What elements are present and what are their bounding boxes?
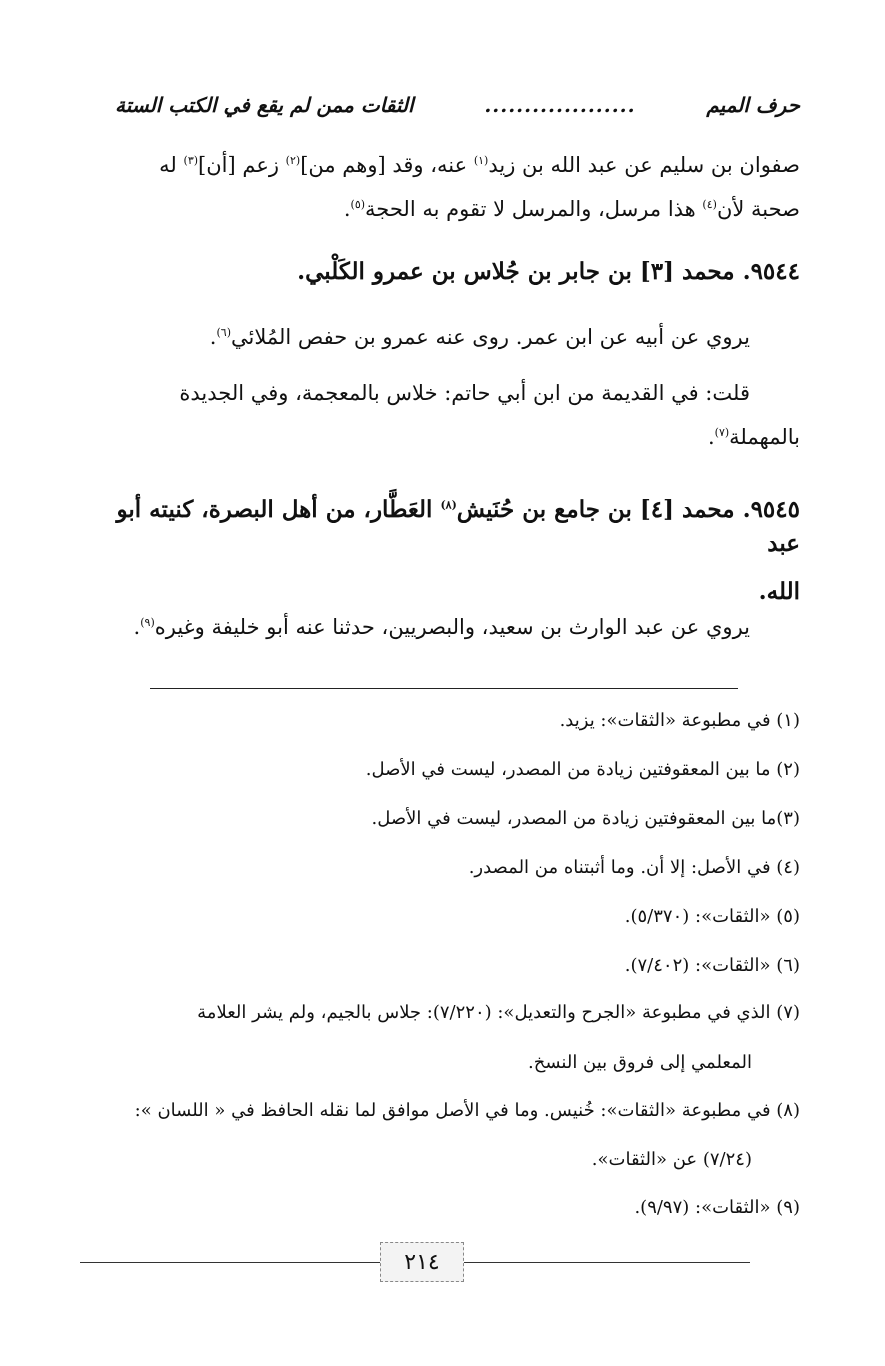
entry-name: محمد [٣] بن جابر بن جُلاس بن عمرو الكَلْبي. — [297, 258, 735, 285]
footnote-7-cont: المعلمي إلى فروق بين النسخ. — [528, 1052, 752, 1073]
text-line: قلت: في القديمة من ابن أبي حاتم: خلاس بالمعجمة، وفي الجديدة — [179, 381, 750, 405]
footer-rule — [80, 1262, 380, 1263]
text-run: . — [707, 425, 715, 449]
footnote-ref[interactable]: (٤) — [702, 198, 717, 211]
entry-name: محمد [٤] بن جامع بن حُنَيش — [456, 496, 735, 523]
footnote-2: (٢) ما بين المعقوفتين زيادة من المصدر، ليست في الأصل. — [365, 759, 800, 780]
footnote-ref[interactable]: (٢) — [285, 154, 301, 167]
footnote-ref[interactable]: (٩) — [140, 616, 155, 629]
footer-rule — [462, 1262, 750, 1263]
paragraph-continuation — [85, 150, 800, 224]
footnote-ref[interactable]: (٧) — [714, 426, 730, 439]
text-line — [85, 194, 800, 224]
text-run: . — [209, 325, 217, 349]
footnote-8-cont: (٧/٢٤) عن «الثقات». — [591, 1149, 752, 1170]
text-run: . — [133, 615, 141, 639]
text-line — [85, 493, 800, 561]
text-run: له — [159, 153, 184, 177]
text-line: الله. — [758, 578, 800, 605]
footnote-ref[interactable]: (٥) — [350, 198, 366, 211]
text-run: صفوان بن سليم عن عبد الله بن زيد — [488, 153, 800, 177]
entry-body — [85, 612, 800, 642]
entry-number: ٩٥٤٤. — [742, 258, 800, 285]
footnote-5: (٥) «الثقات»: (٥/٣٧٠). — [624, 906, 800, 927]
text-run: يروي عن أبيه عن ابن عمر. روى عنه عمرو بن حفص المُلائي — [230, 325, 750, 349]
entry-name: العَطَّار، من أهل البصرة، كنيته أبو عبد — [116, 496, 800, 557]
entry-heading-9545 — [85, 493, 800, 609]
footnote-ref[interactable]: (٨) — [440, 498, 457, 512]
footnote-7: (٧) الذي في مطبوعة «الجرح والتعديل»: (٧/٢٢٠): جلاس بالجيم، ولم يشر العلامة — [197, 1002, 800, 1023]
footnote-ref[interactable]: (١) — [473, 154, 489, 167]
text-run: صحبة لأن — [716, 197, 800, 221]
header-chapter: حرف الميم — [706, 93, 800, 117]
footnote-ref[interactable]: (٦) — [216, 326, 231, 339]
text-run: زعم [أن] — [198, 153, 286, 177]
text-run: يروي عن عبد الوارث بن سعيد، والبصريين، حدثنا عنه أبو خليفة وغيره — [154, 615, 750, 639]
text-run: . — [343, 197, 351, 221]
entry-body — [85, 322, 800, 352]
text-run: هذا مرسل، والمرسل لا تقوم به الحجة — [365, 197, 703, 221]
running-header — [115, 90, 800, 120]
text-run: بالمهملة — [729, 425, 800, 449]
entry-note — [85, 378, 800, 452]
text-run: عنه، وقد [وهم من] — [300, 153, 474, 177]
footnote-3: (٣)ما بين المعقوفتين زيادة من المصدر، ليست في الأصل. — [371, 808, 800, 829]
footnote-separator — [150, 688, 738, 689]
footnote-8: (٨) في مطبوعة «الثقات»: خُنيس. وما في الأصل موافق لما نقله الحافظ في « اللسان »: — [134, 1100, 800, 1121]
entry-heading-9544 — [85, 255, 800, 289]
header-book-title: الثقات ممن لم يقع في الكتب الستة — [115, 93, 414, 117]
footnote-6: (٦) «الثقات»: (٧/٤٠٢). — [624, 955, 800, 976]
header-dots: ................... — [484, 93, 636, 117]
footnote-1: (١) في مطبوعة «الثقات»: يزيد. — [559, 710, 800, 731]
text-line — [85, 422, 800, 452]
page-number: ٢١٤ — [380, 1242, 464, 1282]
footnote-9: (٩) «الثقات»: (٩/٩٧). — [634, 1197, 800, 1218]
text-line — [85, 150, 800, 180]
entry-number: ٩٥٤٥. — [742, 496, 800, 523]
footnote-ref[interactable]: (٣) — [183, 154, 199, 167]
footnote-4: (٤) في الأصل: إلا أن. وما أثبتناه من المصدر. — [468, 857, 800, 878]
